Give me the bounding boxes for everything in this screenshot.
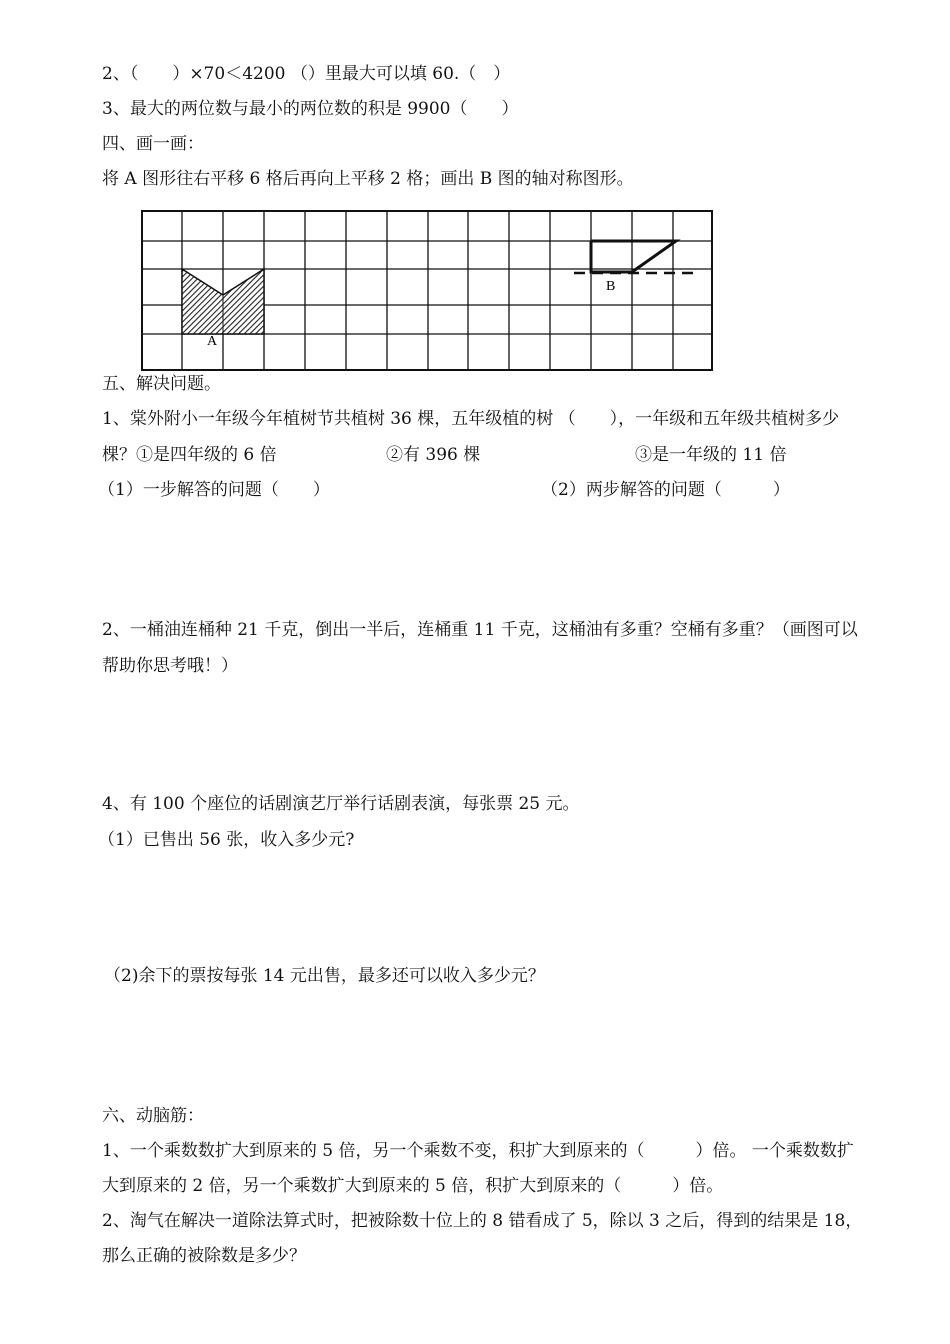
problem-1-option-2: ②有 396 棵 [386,445,481,465]
section-heading-brain: 六、动脑筋： [102,1106,204,1126]
line-q2-fill-blank: 2、（ ）×70＜4200 （）里最大可以填 60.（ ） [102,64,511,84]
label-a: A [207,334,218,349]
problem-1-option-1: 棵？①是四年级的 6 倍 [102,445,277,465]
line-q3-judge: 3、最大的两位数与最小的两位数的积是 9900（ ） [102,99,519,119]
problem-4-sub-1: （1）已售出 56 张，收入多少元? [98,830,355,850]
problem-1-option-3: ③是一年级的 11 倍 [635,445,787,465]
drawing-grid [141,210,714,372]
problem-4-line-1: 4、有 100 个座位的话剧演艺厅举行话剧表演，每张票 25 元。 [102,794,580,814]
problem-1-sub-2: （2）两步解答的问题（ ） [541,480,790,500]
problem-2-line-2: 帮助你思考哦！） [102,656,238,676]
grid-lines [141,210,713,371]
brain-q1-line-1: 1、一个乘数数扩大到原来的 5 倍，另一个乘数不变，积扩大到原来的（ ）倍。 一个乘数数扩 [102,1141,854,1161]
brain-q2-line-2: 那么正确的被除数是多少？ [102,1246,306,1266]
label-b: B [606,279,616,294]
shape-b [591,241,676,272]
problem-1-line-1: 1、棠外附小一年级今年植树节共植树 36 棵，五年级植的树 （ ），一年级和五年级共植树多少 [102,409,840,429]
brain-q2-line-1: 2、淘气在解决一道除法算式时，把被除数十位上的 8 错看成了 5，除以 3 之后，得到的结果是 18， [102,1211,863,1231]
draw-instruction: 将 A 图形往右平移 6 格后再向上平移 2 格；画出 B 图的轴对称图形。 [102,169,634,189]
brain-q1-line-2: 大到原来的 2 倍，另一个乘数扩大到原来的 5 倍，积扩大到原来的（ ）倍。 [102,1176,724,1196]
problem-1-sub-1: （1）一步解答的问题（ ） [98,480,330,500]
section-heading-draw: 四、画一画： [102,134,204,154]
problem-4-sub-2: （2)余下的票按每张 14 元出售，最多还可以收入多少元？ [104,966,545,986]
problem-2-line-1: 2、一桶油连桶种 21 千克，倒出一半后，连桶重 11 千克，这桶油有多重？空桶有多重？（画图可以 [102,620,858,640]
section-heading-solve: 五、解决问题。 [102,374,221,394]
